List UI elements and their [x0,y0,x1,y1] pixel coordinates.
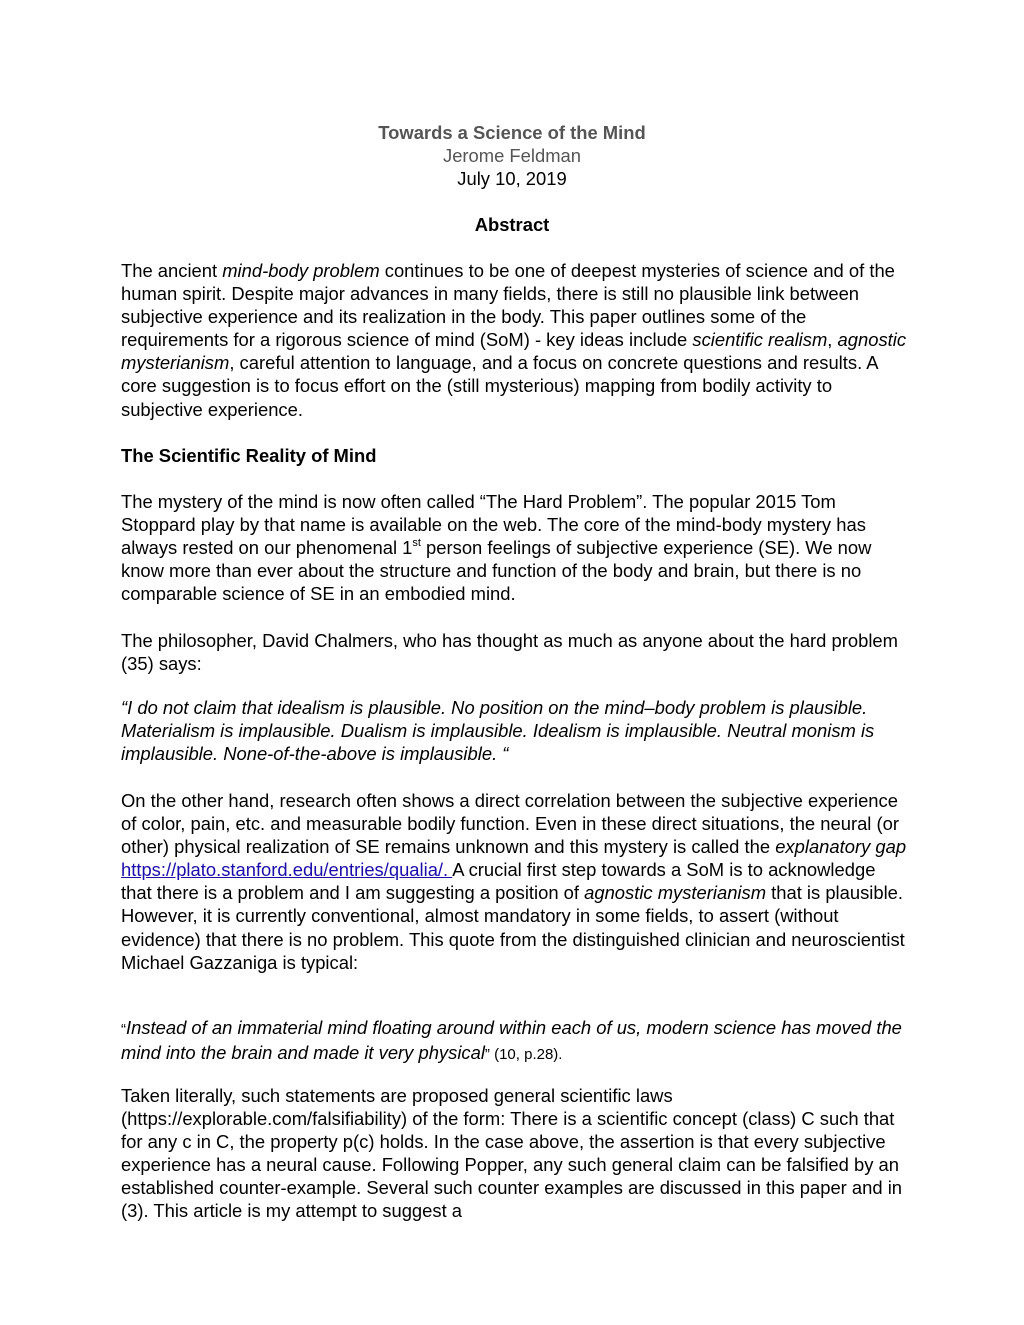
scientific-realism-term: scientific realism [692,329,828,351]
agnostic-mysterianism-term: agnostic mysterianism [121,329,907,374]
author-name: Jerome Feldman [443,145,581,166]
citation: (10, p.28). [494,1046,563,1064]
explanatory-gap-paragraph: On the other hand, research often shows a direct correlation between the subjective experience of color, pain, etc. and measurable bodily function. Even in these direct situations, the neural (or other) physical realization of SE remains unknown and this mystery is called the explanatory gap https://plato.stanford.edu/entries/qualia/. A crucial first step towards a SoM is to acknowledge that there is a problem and I am suggesting a position of agnostic mysterianism that is plausible. However, it is currently conventional, almost mandatory in some fields, to assert (without evidence) that there is no problem. This quote from the distinguished clinician and neuroscientist Michael Gazzaniga is typical: [121,790,907,973]
chalmers-paragraph: The philosopher, David Chalmers, who has thought as much as anyone about the hard problem (35) says: [121,630,898,675]
paper-title: Towards a Science of the Mind [378,122,646,143]
abstract-paragraph: The ancient mind-body problem continues to be one of deepest mysteries of science and of the human spirit. Despite major advances in many fields, there is still no plausible link between subjective experience and its realization in the body. This paper outlines some of the requirements for a rigorous science of mind (SoM) - key ideas include scientific realism, agnostic mysterianism, careful attention to language, and a focus on concrete questions and results. A core suggestion is to focus effort on the (still mysterious) mapping from bodily activity to subjective experience. [121,260,907,420]
stanford-qualia-link[interactable]: https://plato.stanford.edu/entries/qualia/. [121,859,453,881]
abstract-heading: Abstract [474,214,550,235]
publication-date: July 10, 2019 [457,168,567,189]
hard-problem-paragraph: The mystery of the mind is now often called “The Hard Problem”. The popular 2015 Tom Stoppard play by that name is available on the web. The core of the mind-body mystery has always rested on our phenomenal 1st person feelings of subjective experience (SE). We now know more than ever about the structure and function of the body and brain, but there is no comparable science of SE in an embodied mind. [121,491,872,605]
section-heading: The Scientific Reality of Mind [121,445,377,466]
superscript-st: st [412,537,421,550]
mind-body-problem-term: mind-body problem [222,260,380,281]
gazzaniga-quote: “Instead of an immaterial mind floating around within each of us, modern science has moved the mind into the brain and made it very physical” (10, p.28). [121,1017,902,1064]
chalmers-quote: “I do not claim that idealism is plausible. No position on the mind–body problem is plausible. Materialism is implausible. Dualism is implausible. Idealism is implausible. Neutral monism is implausible. None-of-the-above is implausible. “ [121,697,875,765]
agnostic-mysterianism-term-2: agnostic mysterianism [584,882,767,904]
falsifiability-paragraph: Taken literally, such statements are proposed general scientific laws (https://explorable.com/falsifiability) of the form: There is a scientific concept (class) C such that for any c in C, the property p(c) holds. In the case above, the assertion is that every subjective experience has a neural cause. Following Popper, any such general claim can be falsified by an established counter-example. Several such counter examples are discussed in this paper and in (3). This article is my attempt to suggest a [121,1085,903,1222]
explanatory-gap-term: explanatory gap [775,836,907,858]
